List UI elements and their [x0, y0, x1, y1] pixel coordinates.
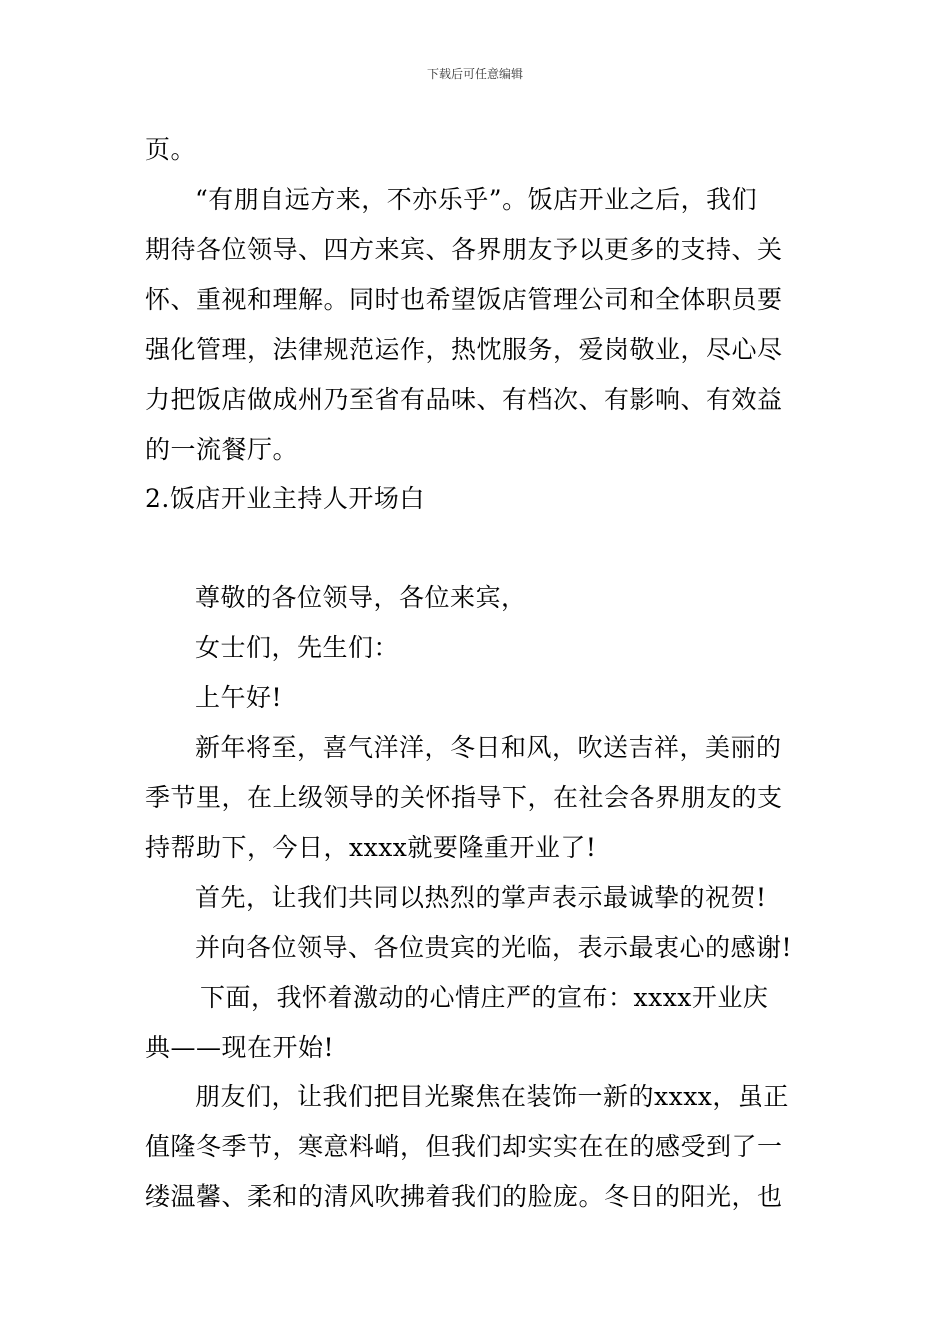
text-line: “有朋自远方来，不亦乐乎”。饭店开业之后，我们 — [195, 185, 758, 214]
text-line: 缕温馨、柔和的清风吹拂着我们的脸庞。冬日的阳光，也 — [145, 1182, 783, 1211]
text-line: 页。 — [145, 135, 197, 164]
text-line: 下面，我怀着激动的心情庄严的宣布：xxxx开业庆 — [200, 983, 769, 1012]
section-heading: 2.饭店开业主持人开场白 — [145, 484, 425, 513]
text-line: 尊敬的各位领导，各位来宾， — [195, 583, 527, 612]
text-line: 典——现在开始! — [145, 1033, 335, 1062]
page-header-note: 下载后可任意编辑 — [426, 67, 523, 81]
text-line: 怀、重视和理解。同时也希望饭店管理公司和全体职员要 — [145, 285, 783, 314]
text-line: 首先，让我们共同以热烈的掌声表示最诚挚的祝贺! — [195, 883, 767, 912]
text-line: 朋友们，让我们把目光聚焦在装饰一新的xxxx，虽正 — [195, 1082, 789, 1111]
text-line: 并向各位领导、各位贵宾的光临，表示最衷心的感谢! — [195, 933, 793, 962]
text-line: 力把饭店做成州乃至省有品味、有档次、有影响、有效益 — [145, 385, 783, 414]
text-line: 强化管理，法律规范运作，热忱服务，爱岗敬业，尽心尽 — [145, 335, 783, 364]
text-line: 期待各位领导、四方来宾、各界朋友予以更多的支持、关 — [145, 235, 783, 264]
text-line: 上午好! — [195, 683, 283, 712]
text-line: 季节里，在上级领导的关怀指导下，在社会各界朋友的支 — [145, 783, 783, 812]
text-line: 女士们，先生们： — [195, 633, 400, 662]
text-line: 值隆冬季节，寒意料峭，但我们却实实在在的感受到了一 — [145, 1132, 783, 1161]
text-line: 的一流餐厅。 — [145, 435, 299, 464]
text-line: 新年将至，喜气洋洋，冬日和风，吹送吉祥，美丽的 — [195, 733, 782, 762]
text-line: 持帮助下，今日，xxxx就要隆重开业了! — [145, 833, 597, 862]
